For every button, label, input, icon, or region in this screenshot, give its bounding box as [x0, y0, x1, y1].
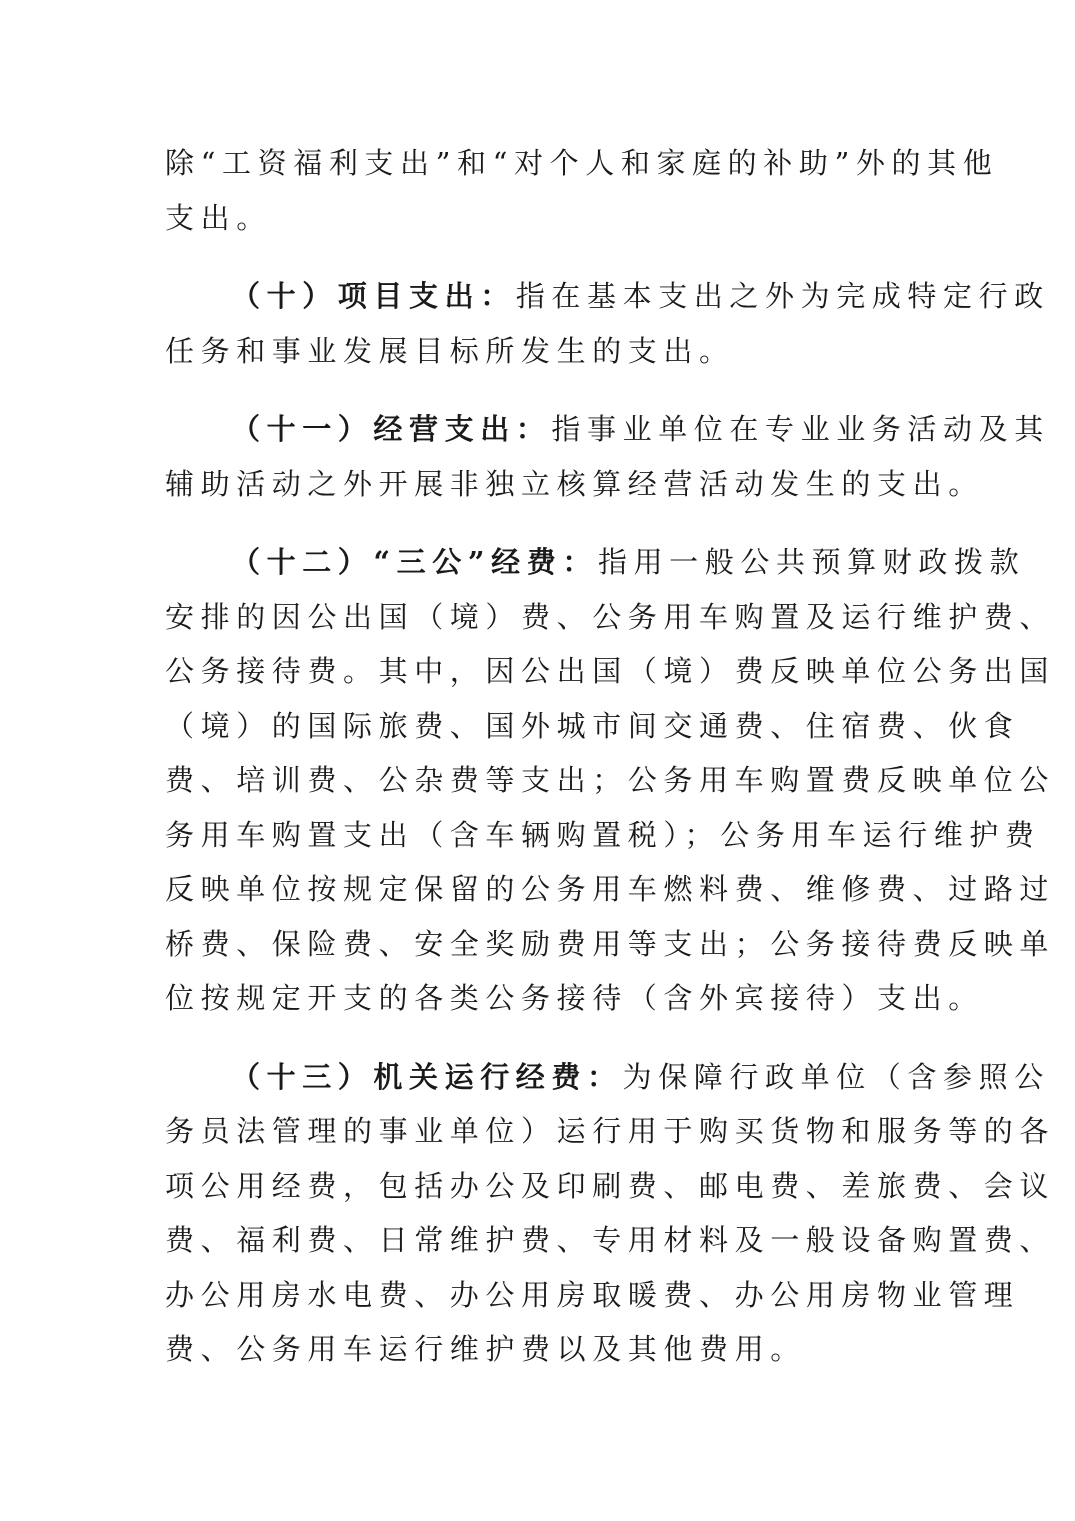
paragraph-operating-expenditure — [165, 402, 1050, 511]
paragraph-three-public-expenses — [165, 535, 1056, 1026]
text-line: 公务接待费。其中，因公出国（境）费反映单位公务出国 — [165, 654, 1056, 688]
text-line — [165, 269, 1050, 324]
text-line: 桥费、保险费、安全奖励费用等支出；公务接待费反映单 — [165, 926, 1056, 961]
text-line: 费、福利费、日常维护费、专用材料及一般设备购置费、 — [165, 1223, 1056, 1257]
text-line: 务用车购置支出（含车辆购置税）；公务用车运行维护费 — [165, 817, 1041, 852]
text-line: 安排的因公出国（境）费、公务用车购置及运行维护费、 — [165, 599, 1056, 634]
text-line: 费、培训费、公杂费等支出；公务用车购置费反映单位公 — [165, 763, 1056, 797]
definition-text: 指用一般公共预算财政拨款 — [597, 545, 1026, 579]
text-line: （境）的国际旅费、国外城市间交通费、住宿费、伙食 — [165, 708, 1020, 743]
text-line: 办公用房水电费、办公用房取暖费、办公用房物业管理 — [165, 1277, 1020, 1312]
text-line: 务员法管理的事业单位）运行用于购买货物和服务等的各 — [165, 1114, 1056, 1148]
text-line: 费、公务用车运行维护费以及其他费用。 — [165, 1332, 806, 1366]
text-line: 辅助活动之外开展非独立核算经营活动发生的支出。 — [165, 466, 984, 501]
paragraph-project-expenditure — [165, 269, 1050, 378]
term-label: （十三）机关运行经费： — [231, 1059, 623, 1094]
text-line: 反映单位按规定保留的公务用车燃料费、维修费、过路过 — [165, 872, 1056, 906]
text-line — [165, 535, 1026, 590]
text-line — [165, 402, 1050, 457]
text-line: 支出。 — [165, 200, 272, 235]
term-label: （十二）“三公”经费： — [231, 545, 598, 579]
text-line: 任务和事业发展目标所发生的支出。 — [165, 333, 735, 368]
text-line: 除“工资福利支出”和“对个人和家庭的补助”外的其他 — [165, 146, 999, 180]
paragraph-agency-operating-funds — [165, 1050, 1056, 1377]
term-label: （十一）经营支出： — [231, 412, 552, 446]
definition-text: 指在基本支出之外为完成特定行政 — [515, 279, 1050, 313]
term-label: （十）项目支出： — [231, 279, 516, 313]
text-line: 位按规定开支的各类公务接待（含外宾接待）支出。 — [165, 981, 984, 1015]
paragraph-continuation — [165, 136, 999, 245]
definition-text: 指事业单位在专业业务活动及其 — [551, 412, 1050, 446]
text-line — [165, 1050, 1050, 1105]
document-body — [165, 136, 1056, 1377]
definition-text: 为保障行政单位（含参照公 — [622, 1059, 1050, 1094]
text-line: 项公用经费，包括办公及印刷费、邮电费、差旅费、会议 — [165, 1168, 1056, 1203]
